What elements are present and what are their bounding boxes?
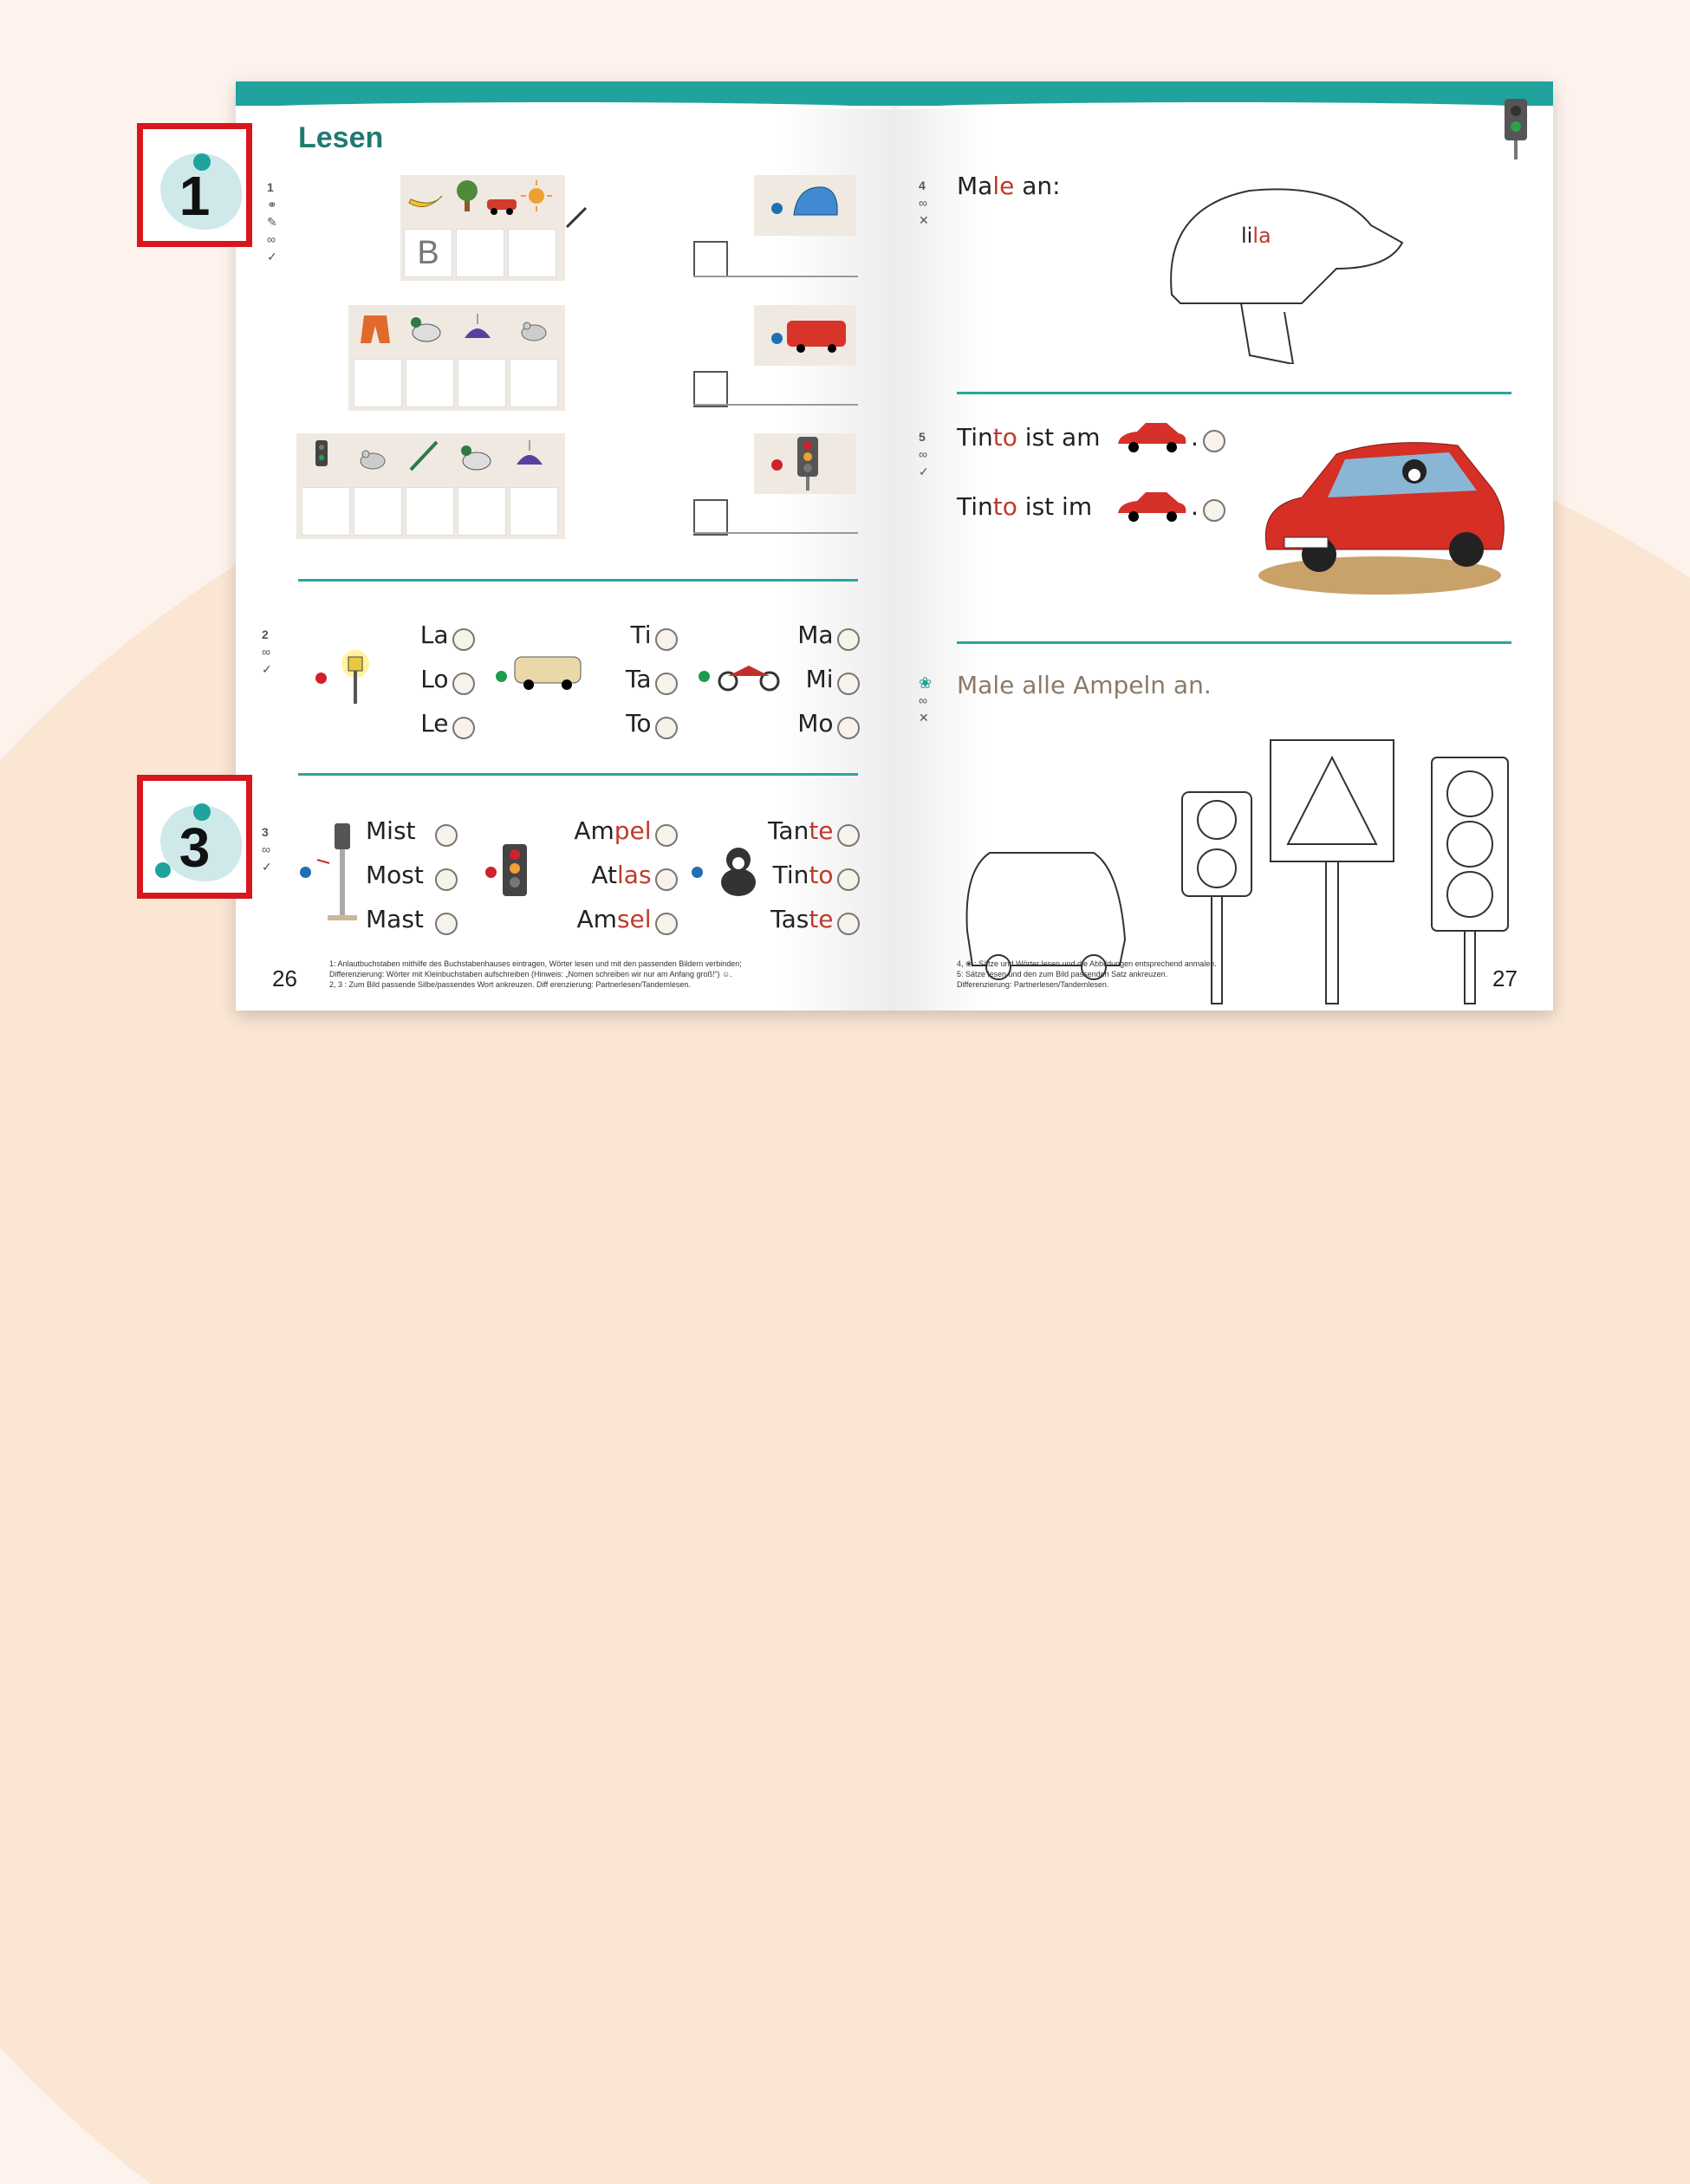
left-page: [236, 81, 894, 1011]
checkbox-circle[interactable]: [1203, 430, 1225, 452]
bus-icon: [783, 315, 849, 355]
highlight-marker-3: 3: [137, 775, 252, 899]
checkbox-circle[interactable]: [655, 824, 678, 847]
checkbox-circle[interactable]: [452, 673, 475, 695]
picture-row-2: [348, 305, 565, 411]
sentence-2: Tinto ist im: [957, 492, 1093, 521]
car-icon: [1115, 419, 1189, 454]
traffic-light-logo-icon: [1498, 95, 1532, 165]
checkbox-circle[interactable]: [435, 824, 458, 847]
task-number: 1: [267, 180, 274, 194]
task6-icons: [919, 674, 932, 726]
glasses-icon: ∞: [919, 447, 927, 461]
helmet-label: lila: [1241, 224, 1271, 248]
syllable-column-1: La Lo Le: [388, 621, 475, 753]
task3-icons: 3 ∞ ✓: [262, 825, 272, 874]
letter-cell[interactable]: [508, 229, 556, 277]
glasses-icon: ∞: [262, 842, 270, 856]
letter-cell[interactable]: [354, 359, 402, 407]
lamp-icon: [458, 312, 497, 347]
mouse-icon: [352, 440, 392, 475]
glasses-icon: ∞: [919, 693, 927, 707]
word-column-2: Ampel Atlas Amsel: [556, 816, 678, 949]
checkbox-circle[interactable]: [435, 868, 458, 891]
page-title: Lesen: [298, 121, 384, 154]
checkbox-circle[interactable]: [837, 824, 860, 847]
workbook-spread: [236, 81, 1553, 1011]
option-dot: [485, 867, 497, 878]
option-dot: [699, 671, 710, 682]
option-dot: [496, 671, 507, 682]
traffic-light-icon: [792, 435, 823, 492]
option-dot: [692, 867, 703, 878]
checkbox-circle[interactable]: [837, 868, 860, 891]
helmet-outline-drawing: [1146, 173, 1406, 364]
connect-dot[interactable]: [771, 203, 783, 214]
checkbox-circle[interactable]: [655, 868, 678, 891]
picture-row-1: [400, 175, 565, 281]
letter-cell[interactable]: [510, 487, 558, 536]
traffic-light-icon: [499, 842, 530, 905]
check-pencil-icon: ✓: [262, 860, 272, 874]
letter-cell[interactable]: [354, 487, 402, 536]
task4-icons: 4 ∞ ✕: [919, 179, 929, 227]
check-pencil-icon: ✓: [919, 465, 929, 478]
picture-row-3: [296, 433, 565, 539]
section-divider: [298, 773, 858, 776]
glasses-icon: ∞: [262, 645, 270, 659]
task1-icons: [267, 179, 277, 265]
section-divider: [298, 579, 858, 582]
duck-icon: [456, 440, 496, 475]
bus-picture: [754, 305, 856, 366]
highlight-marker-1: 1: [137, 123, 252, 247]
sentence-1: Tinto ist am: [957, 423, 1101, 452]
scissors-icon: ✕: [919, 213, 929, 227]
traffic-light-post-icon: [312, 820, 364, 924]
connect-dot[interactable]: [771, 459, 783, 471]
page-number: 27: [1492, 965, 1518, 991]
checkbox-circle[interactable]: [435, 913, 458, 935]
traffic-light-icon: [302, 439, 341, 473]
helmet-picture: [754, 175, 856, 236]
task5-icons: 5 ∞ ✓: [919, 430, 929, 478]
option-dot: [300, 867, 311, 878]
footnote: 1: Anlautbuchstaben mithilfe des Buchstabenhauses eintragen, Wörter lesen und mit den passenden Bildern verbinden; Differenzierung: Wörter mit Kleinbuchstaben aufschreiben (Hinweis: „Nomen schreiben wir nur am Anfang groß!“) ☺. 2, 3 : Zum Bild passende Silbe/passendes Wort ankreuzen. Diff erenzierung: Partnerlesen/Tandemlesen.: [329, 959, 742, 989]
checkbox-circle[interactable]: [1203, 499, 1225, 522]
letter-cell[interactable]: [458, 359, 506, 407]
letter-cell[interactable]: [302, 487, 350, 536]
letter-cell[interactable]: [456, 229, 504, 277]
section-divider: [957, 641, 1511, 644]
lamp-icon: [510, 439, 549, 473]
task2-icons: 2 ∞ ✓: [262, 627, 272, 676]
letter-cell[interactable]: [510, 359, 558, 407]
glasses-icon: ∞: [267, 232, 276, 246]
checkbox-circle[interactable]: [837, 628, 860, 651]
checkbox-circle[interactable]: [655, 628, 678, 651]
task6-instruction: Male alle Ampeln an.: [957, 671, 1212, 699]
right-page: 4 ∞ ✕ Male an: lila 5 ∞ ✓ Tinto ist am . Tinto ist im . ❀ ∞ ✕ Male alle Ampeln an. 4, ❀ : Sätze und Wörter lesen und die Abbildungen entsprechend anmalen. 5: Sätze lesen und den zum Bild passenden Satz ankreuzen. Differenzierung: Partnerlesen/Tandemlesen. 27: [894, 81, 1553, 1011]
checkbox-circle[interactable]: [837, 913, 860, 935]
sun-icon: [517, 179, 556, 213]
answer-box[interactable]: [693, 499, 728, 536]
checkbox-circle[interactable]: [452, 628, 475, 651]
checkbox-circle[interactable]: [655, 673, 678, 695]
paintbrush-icon: [404, 439, 444, 473]
pencil-icon: ✎: [267, 215, 277, 229]
syllable-column-2: Ti Ta To: [591, 621, 678, 753]
checkbox-circle[interactable]: [452, 717, 475, 739]
check-pencil-icon: ✓: [262, 662, 272, 676]
word-column-1: Mist Most Mast: [366, 816, 478, 949]
answer-box[interactable]: [693, 241, 728, 277]
page-number: 26: [272, 965, 297, 991]
cat-in-car-illustration: [1250, 411, 1510, 601]
word-column-3: Tante Tinto Taste: [747, 816, 860, 949]
checkbox-circle[interactable]: [655, 913, 678, 935]
checkbox-circle[interactable]: [655, 717, 678, 739]
letter-cell[interactable]: [406, 487, 454, 536]
traffic-light-picture: [754, 433, 856, 494]
duck-icon: [406, 312, 445, 347]
ear-icon: ⚭: [267, 198, 277, 211]
footnote: 4, ❀ : Sätze und Wörter lesen und die Abbildungen entsprechend anmalen. 5: Sätze lesen und den zum Bild passenden Satz ankreuzen. Differenzierung: Partnerlesen/Tandemlesen.: [957, 959, 1217, 989]
glasses-icon: ∞: [919, 196, 927, 210]
section-divider: [957, 392, 1511, 394]
check-pencil-icon: ✓: [267, 250, 277, 263]
helmet-icon: [789, 180, 841, 231]
syllable-column-3: Ma Mi Mo: [773, 621, 860, 753]
checkbox-circle[interactable]: [837, 717, 860, 739]
mouse-icon: [513, 312, 553, 347]
checkbox-circle[interactable]: [837, 673, 860, 695]
van-icon: [511, 648, 586, 693]
option-dot: [315, 673, 327, 684]
pencil-icon: [563, 205, 589, 231]
car-icon: [1115, 489, 1189, 523]
letter-cell[interactable]: [458, 487, 506, 536]
pants-icon: [355, 312, 395, 347]
letter-cell[interactable]: [406, 359, 454, 407]
answer-box[interactable]: [693, 371, 728, 407]
task4-instruction: Male an:: [957, 172, 1061, 200]
letter-cell[interactable]: B: [404, 229, 452, 277]
street-lamp-icon: [329, 645, 381, 705]
banana-icon: [406, 184, 445, 218]
paw-icon: ❀: [919, 674, 933, 692]
scissors-icon: ✕: [919, 711, 929, 725]
connect-dot[interactable]: [771, 333, 783, 344]
